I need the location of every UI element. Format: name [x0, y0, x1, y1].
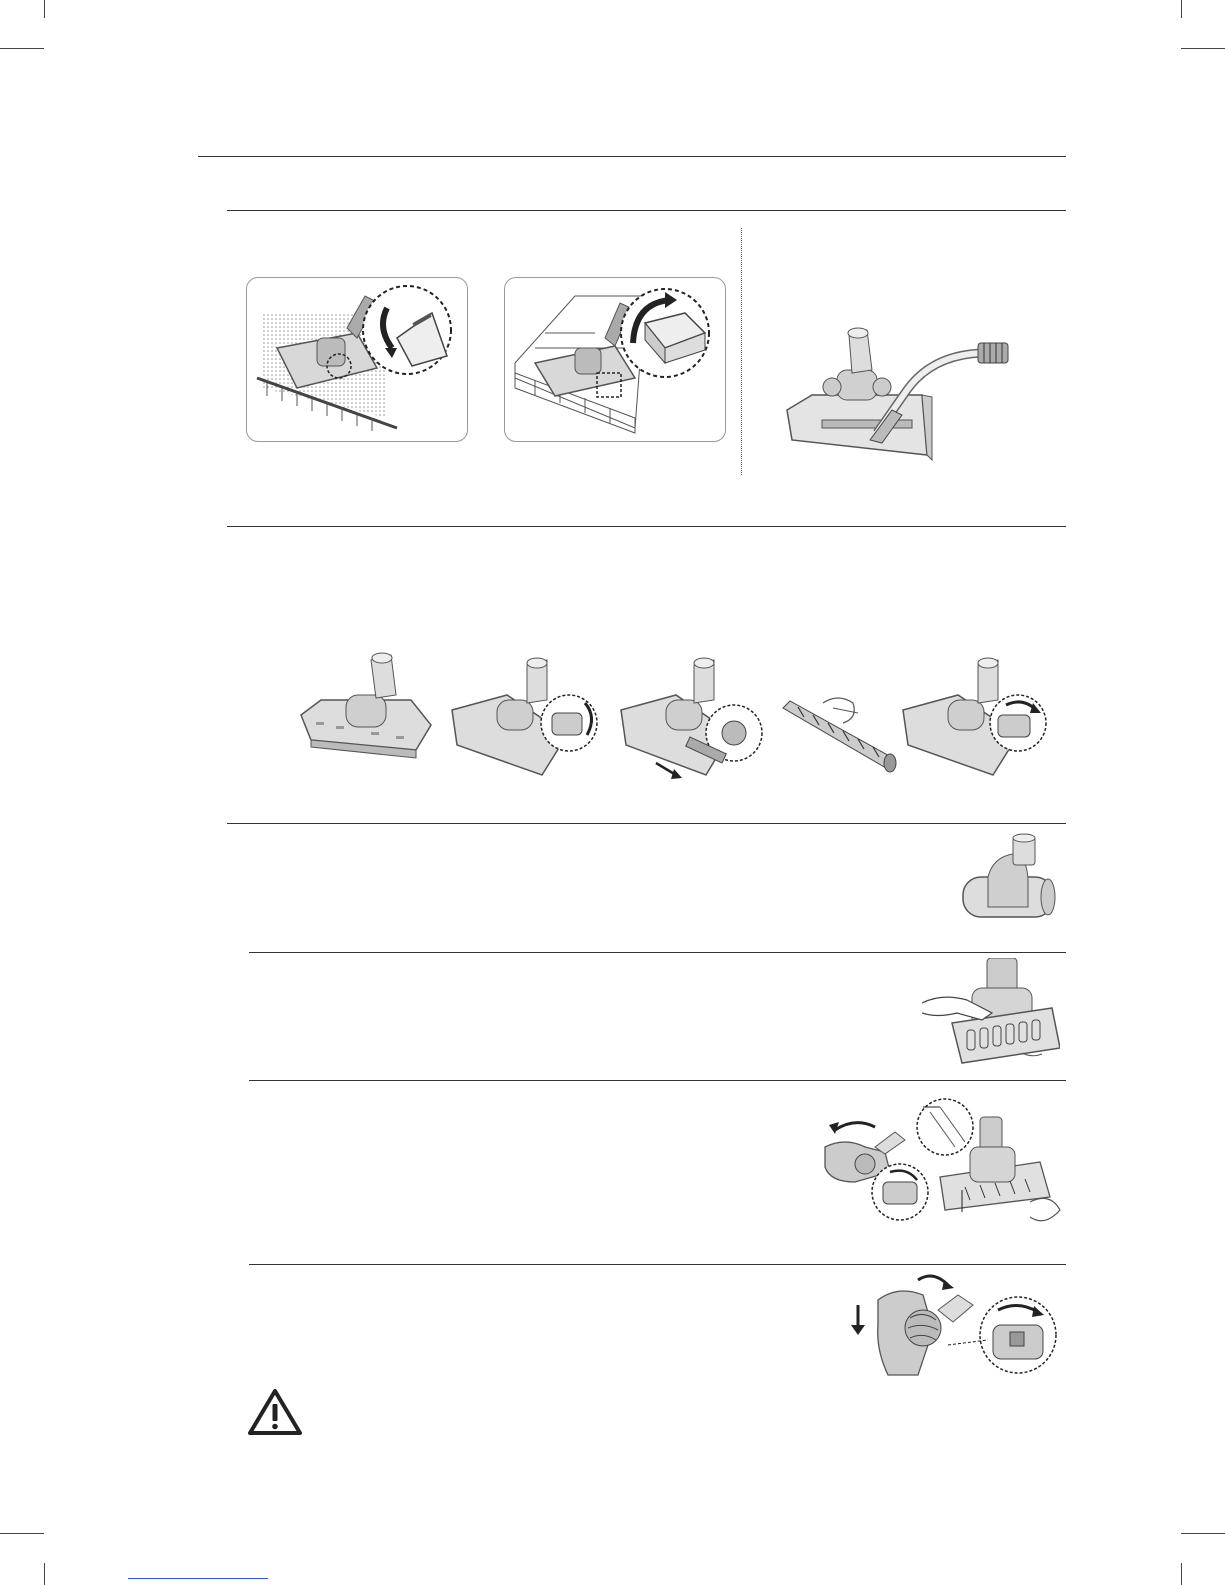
column-divider: [741, 228, 742, 475]
crop-mark-bottom-right-v: [1181, 1563, 1182, 1585]
brush-step-4-illustration: [778, 693, 898, 778]
section-rule-turbo-brush: [227, 823, 1066, 824]
carpet-floor-mode-icon: [247, 278, 467, 441]
crop-mark-top-left-h: [0, 48, 44, 49]
section-rule-brush-cleaning: [227, 526, 1066, 527]
brush-step-3-illustration: [616, 655, 766, 785]
footer-link-underline: [128, 1578, 268, 1580]
crop-mark-top-right-h: [1181, 48, 1225, 49]
crop-mark-top-left-v: [44, 0, 45, 18]
crop-mark-top-right-v: [1181, 0, 1182, 18]
subsection-rule-2: [249, 1080, 1066, 1081]
turbo-brush-illustration: [958, 832, 1058, 930]
floor-brush-with-hose-illustration: [782, 315, 1022, 475]
hard-floor-mode-icon: [505, 278, 725, 441]
section-rule-floor-brush: [227, 210, 1066, 211]
carpet-mode-panel: [246, 277, 468, 442]
brush-step-1-illustration: [296, 650, 434, 762]
turbo-brush-disassembly-illustration: [815, 1092, 1065, 1242]
turbo-brush-underside-illustration: [922, 958, 1060, 1070]
subsection-rule-3: [249, 1264, 1066, 1265]
crop-mark-bottom-right-h: [1181, 1533, 1225, 1534]
warning-triangle-icon: [247, 1388, 303, 1436]
crop-mark-bottom-left-v: [44, 1563, 45, 1585]
brush-step-2-illustration: [447, 655, 602, 780]
subsection-rule-1: [249, 952, 1066, 953]
turbo-brush-reassembly-illustration: [848, 1270, 1063, 1385]
brush-step-5-illustration: [898, 655, 1053, 780]
header-rule: [198, 156, 1066, 157]
crop-mark-bottom-left-h: [0, 1533, 44, 1534]
hard-floor-mode-panel: [504, 277, 726, 442]
